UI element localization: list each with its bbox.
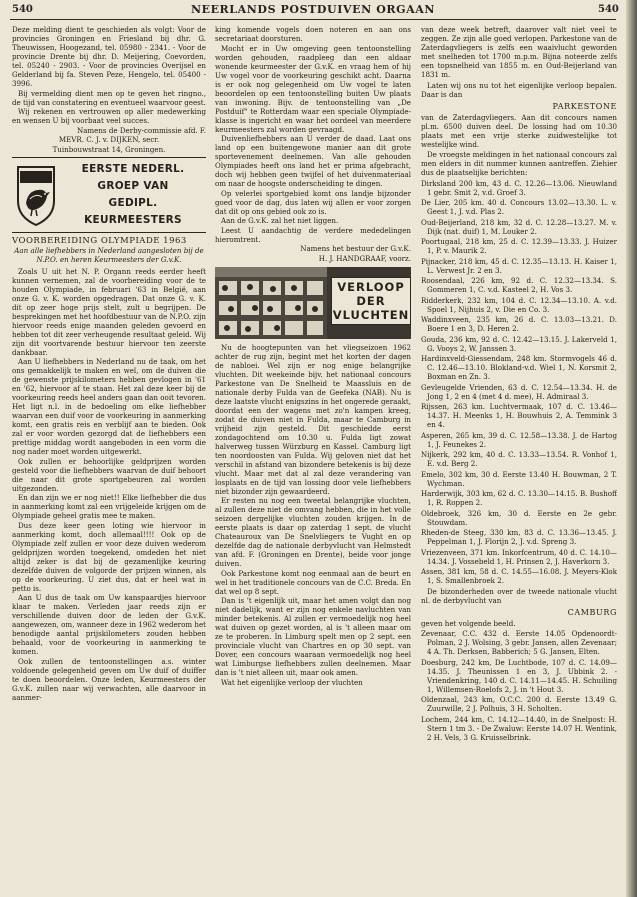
paragraph: Bij vermelding dient men op te geven het ringno., de tijd van constatering en eventueel waarvoor geest. <box>12 88 206 107</box>
result-entry: Rheden-de Steeg, 330 km, 83 d. C. 13.36—13.45. J. Peppelman 1, J. Florijn 2, J. v.d. Spreng 3. <box>421 528 617 546</box>
paragraph: Aan U liefhebbers in Nederland nu de taak, om het ons gemakkelijk te maken en wel, om de duiven die de gewenste prijskilometers hebben gevlogen in '61 en '62, hiervoor af te staan. Het zal deze keer bij de voorkeuring reeds heel anders gaan dan ooit tevoren. Het ligt n.l. in de bedoeling om elke liefhebber waarvan een duif voor de voorkeuring in aanmerking komt, een gratis reis en verblijf aan te bieden. Ook zal er voor worden gezorgd dat de liefhebbers een prettige middag wordt aangeboden in een vorm die nog nader moet worden uitgewerkt. <box>12 357 206 456</box>
banner-line: EERSTE NEDERL. <box>81 162 185 175</box>
result-entry: Vriezenveen, 371 km. Inkorfcentrum, 40 d. C. 14.10—14.34. J. Vossebeld 1, H. Prinsen 2, J. Haverkorn 3. <box>421 547 617 566</box>
result-entry: Lochem, 244 km, C. 14.12—14.40, in de Snelpost: H. Stern 1 tm 3. - De Zwaluw: Eerste 14.07 H. Wentink, 2 H. Vels, 3 G. Kruisselbrink. <box>421 714 617 742</box>
result-entry: Nijkerk, 292 km, 40 d. C. 13.33—13.54. R. Vonhof 1, E. v.d. Berg 2. <box>421 450 617 468</box>
paragraph: Dus deze keer geen loting wie hiervoor in aanmerking komt, doch allemaal!!!! Ook op de Olympiade zelf zullen er voor deze duiven wederom geldprijzen worden toegekend, omdeden het niet altijd zeker is dat bij de gezamenlijke keuring dezelfde duiven de volgorde der prijzen winnen, als op de voorkeuring. U ziet dus, dat er heel wat in petto is. <box>12 520 206 593</box>
results-list-parkestone <box>421 179 617 586</box>
result-entry: Emelo, 302 km, 30 d. Eerste 13.40 H. Bouwman, 2 T. Wychman. <box>421 469 617 488</box>
header-rule <box>10 19 616 20</box>
paragraph: Laten wij ons nu tot het eigenlijke verloop bepalen. Daar is dan <box>421 80 617 99</box>
result-entry: Harderwijk, 303 km, 62 d. C. 13.30—14.15. B. Bushoff 1, R. Roppen 2. <box>421 489 617 507</box>
paragraph: Op velerlei sportgebied komt ons landje bijzonder goed voor de dag, dus laten wij allen er voor zorgen dat dit op ons gebied ook zo is. <box>215 188 411 216</box>
publication-title: NEERLANDS POSTDUIVEN ORGAAN <box>190 3 436 16</box>
paragraph: Mocht er in Uw omgeving geen tentoonstelling worden gehouden, raadpleeg dan een aldaar wonende keurmeester der G.v.K. en vraag hem of hij Uw vogel voor de voorkeuring geschikt acht. Daarna is er ook nog gelegenheid om Uw vogel te laten beoordelen op een tentoonstelling buiten Uw plaats van inwoning. Bijv. de tentoonstelling van „De Postduif" te Rotterdam waar een speciale Olympiade-klasse is ingericht en waar het oordeel van meerdere keurmeesters zal worden gevraagd. <box>215 43 411 134</box>
signature-name: H. J. HANDGRAAF, voorz. <box>318 253 411 263</box>
signature-line: Namens de Derby-commissie afd. F. <box>77 125 206 135</box>
paragraph: Aan de G.v.K. zal het niet liggen. <box>221 216 339 225</box>
result-entry: Ridderkerk, 232 km, 104 d. C. 12.34—13.10. A. v.d. Spoel 1, Nijhuis 2, v. Die en Co. 3. <box>421 295 617 314</box>
result-entry: Poortugaal, 218 km, 25 d. C. 12.39—13.33. J. Huizer 1, P. v. Maurik 2. <box>421 237 617 255</box>
column-left <box>12 25 206 891</box>
result-entry: Waddinxveen, 235 km, 26 d. C. 13.03—13.21. D. Boere 1 en 3, D. Heren 2. <box>421 315 617 333</box>
paragraph: king komende vogels doen noteren en aan ons secretariaat doorsturen. <box>215 25 411 43</box>
keurmeesters-banner <box>12 157 206 233</box>
paragraph: geven het volgende beeld. <box>421 618 516 628</box>
pigeon-loft-photo-icon <box>215 267 327 339</box>
address-line: Aan alle liefhebbers in Nederland aangesloten bij de N.P.O. en heren Keurmeesters der G.v.K. <box>14 246 204 264</box>
section-heading: VOORBEREIDING OLYMPIADE 1963 <box>12 235 187 246</box>
banner-line: GROEP VAN <box>97 179 169 192</box>
keurmeesters-emblem-icon <box>12 163 60 227</box>
paragraph: Ook zullen de tentoonstellingen a.s. winter voldoende gelegenheid geven om Uw duif of duiffer te doen beoordelen. Onze leden, Keurmeesters der G.v.K. zullen naar wij verwachten, alle daarvoor in aanmer- <box>12 656 206 702</box>
paragraph: En dan zijn we er nog niet!! Elke liefhebber die dus in aanmerking komt zal een vrijgeleide krijgen om de Olympiade geheel gratis mee te maken. <box>12 493 206 520</box>
page-number-left: 540 <box>12 4 33 15</box>
subheading-camburg: CAMBURG <box>567 607 617 617</box>
result-entry: Gouda, 236 km, 92 d. C. 12.42—13.15. J. Lakerveld 1, G. Vooys 2, W. Janssen 3. <box>421 334 617 353</box>
banner-line: GEDIPL. KEURMEESTERS <box>84 196 182 226</box>
page-header <box>0 0 626 22</box>
paragraph: Aan U dus de taak om Uw kanspaardjes hiervoor klaar te maken. Verleden jaar reeds zijn er verschillende duiven door de leden der G.v.K. aangewezen, om, wanneer deze in 1962 wederom het benodigde aantal prijskilometers zouden hebben behaald, voor de voorkeuring in aanmerking te komen. <box>12 593 206 656</box>
result-entry: Oldebroek, 326 km, 30 d. Eerste en 2e gebr. Stouwdam. <box>421 508 617 527</box>
paragraph: Duivenliefhebbers aan U verder de daad. Laat ons land op een buitengewone manier aan dit grote sportevenement deelnemen. Van alle gehouden Olympiades heeft ons land het er prima afgebracht, doch wij hebben geen twijfel of het duivenmateriaal om naar de hoogste onderscheiding te dingen. <box>215 134 411 188</box>
column-right <box>421 25 617 891</box>
signature-address: Tuinbouwstraat 14, Groningen. <box>52 144 166 154</box>
paragraph: Wij rekenen en vertrouwen op aller medewerking en wensen U bij voorbaat veel succes. <box>12 107 206 125</box>
verloop-title-line: VERLOOP DER <box>337 279 405 308</box>
signature-line: Namens het bestuur der G.v.K. <box>300 244 411 253</box>
paragraph: Wat het eigenlijke verloop der vluchten <box>221 677 363 687</box>
paragraph: Ook Parkestone komt nog eenmaal aan de beurt en wel in het traditionele concours van de C.C. Breda. En dat wel op 8 sept. <box>215 568 411 596</box>
paragraph: Dan is 't eigenlijk uit, maar het amen volgt dan nog niet dadelijk, want er zijn nog enkele navluchten van minder betekenis. Al zullen er vermoedelijk nog heel wat duiven op gezet worden, al is 't alleen maar om ze te proberen. In Limburg spelt men op 2 sept. een provinciale vlucht van Chartres en op 30 sept. van Dover, een concours waaraan vermoedelijk nog heel wat Limburgse liefhebbers zullen deelnemen. Maar dan is 't niet alleen uit, maar ook amen. <box>215 596 411 677</box>
result-entry: Pijnacker, 218 km, 45 d. C. 12.35—13.13. H. Kaiser 1, L. Verwest Jr. 2 en 3. <box>421 256 617 275</box>
paragraph: Nu de hoogtepunten van het vliegseizoen 1962 achter de rug zijn, begint met het korten der dagen de nabloei. Wel zijn er nog enige belangrijke vluchten. Dit weekeinde bijv. het nationaal concours Parkestone van De Snelheid te Maassluis en de nationale derby Fulda van de Geefeka (NAB). Nu is deze laatste vlucht enigszins in het ongerede geraakt, doordat een der wagens met zo'n kampen kreeg, zodat de duiven niet in Fulda, maar te Camburg in vrijheid zijn gesteld. Dit geschiedde eerst zondagochtend om 10.30 u. Fulda ligt zowat halverweg tussen Würzburg en Kassel. Camburg ligt ten noordoosten van Fulda. Wij geloven niet dat het verschil in afstand van bizondere betekenis is bij deze vlucht. Maar met dat al zal deze verandering van losplaats en de tijd van lossing door vele liefhebbers niet bizonder zijn gewaardeerd. <box>215 342 411 496</box>
subheading-parkestone: PARKESTONE <box>552 101 617 111</box>
verloop-title <box>331 277 411 325</box>
results-list-camburg <box>421 629 617 742</box>
verloop-title-line: VLUCHTEN <box>332 307 410 322</box>
result-entry: Zevenaar, C.C. 432 d. Eerste 14.05 Opdenoordt-Polman, 2 J. Wolsing, 3 gebr. Jansen, allen Zevenaar; 4 A. Th. Derksen, Babberich; 5 G. Jansen, Elten. <box>421 629 617 656</box>
paragraph: van de Zaterdagvliegers. Aan dit concours namen pl.m. 6500 duiven deel. De lossing had om 10.30 plaats met een vrije sterke zuidwestelijke tot westelijke wind. <box>421 112 617 149</box>
page-number-right: 540 <box>598 4 619 15</box>
result-entry: Oldenzaal, 243 km, O.C.C. 200 d. Eerste 13.49 G. Zuurwille, 2 J. Polhuis, 3 H. Scholten. <box>421 695 617 713</box>
paragraph: De vroegste meldingen in het nationaal concours zal men elders in dit nummer kunnen aantreffen. Ziehier dus de plaatselijke berichten: <box>421 150 617 177</box>
paragraph: Ook zullen er behoorlijke geldprijzen worden gesteld voor die liefhebbers waarvan de duif behoort die naar dit grote sportgebeuren zal worden uitgezonden. <box>12 456 206 493</box>
paragraph: Leest U aandachtig de verdere mededelingen hieromtrent. <box>215 225 411 244</box>
banner-title <box>60 161 206 229</box>
result-entry: Doesburg, 242 km, De Luchtbode, 107 d. C. 14.09—14.35. J. Theunissen 1 en 3, J. Ubbink 2. - Vriendenkring, 140 d. C. 14.11—14.45. H. Schuiling 1, Willemsen-Roelofs 2, J. in 't Hout 3. <box>421 657 617 694</box>
paragraph: Er resten nu nog een tweetal belangrijke vluchten, al zullen deze niet de omvang hebben, die in het volle seizoen dergelijke vluchten zouden krijgen. In de eerste plaats is daar op zaterdag 1 sept. de vlucht Chateauroux van De Snelvliegers te Vught en op dezelfde dag de nationale derbyvlucht van Helmstedt van afd. F. (Groningen en Drente), beide voor jonge duiven. <box>215 496 411 568</box>
paragraph: Deze melding dient te geschieden als volgt: Voor de provincies Groningen en Friesland bij dhr. G. Theuwissen, Hoogezand, tel. 05980 - 2341. - Voor de provincie Drente bij dhr. D. Meijering, Coevorden, tel. 05240 - 2903. - Voor de provincies Overijsel en Gelderland bij fa. Steven Peze, Hengelo, tel. 05400 - 3996. <box>12 25 206 88</box>
verloop-banner <box>215 267 411 339</box>
page-edge-shadow <box>626 0 637 897</box>
result-entry: Oud-Beijerland, 218 km, 32 d. C. 12.28—13.27. M. v. Dijk (nat. duif) 1, M. Louker 2. <box>421 217 617 236</box>
paragraph: van deze week betreft, daarover valt niet veel te zeggen. Ze zijn alle goed verlopen. Parkestone van de Zaterdagvliegers is zelfs een waaivlucht geworden met snelheden tot 1700 m.p.m. Bijna noteerde zelfs een topsnelheid van 1855 m. en Oud-Beijerland van 1831 m. <box>421 25 617 79</box>
result-entry: Dirksland 200 km, 43 d. C. 12.26—13.06. Nieuwland 1 gebr. Smit 2, v.d. Groef 3. <box>421 178 617 197</box>
paragraph: Zoals U uit het N. P. Organn reeds eerder heeft kunnen vernemen, zal de voorbereiding voor de te houden Olympiade, in februari '63 in België, aan onze G. v. K. worden opgedragen. Dat onze G. v. K. dit op zeer hoge prijs stelt, zult u begrijpen. De besprekingen met het hoofdbestuur van de N.P.O. zijn hiervoor reeds enige maanden geleden gevoerd en hebben tot dit zeer verheugende resultaat geleid. Wij zijn dit voortvarende bestuur hiervoor ten zeerste dankbaar. <box>12 266 206 357</box>
result-entry: Asperen, 265 km, 39 d. C. 12.58—13.38. J. de Hartog 1, J. Feunekes 2. <box>421 430 617 449</box>
result-entry: Roosendaal, 226 km, 92 d. C. 12.32—13.34. S. Gommeren 1, C. v.d. Kasteel 2, H. Vos 3. <box>421 276 617 294</box>
result-entry: De Lier, 205 km. 40 d. Concours 13.02—13.30. L. v. Geest 1, J. v.d. Plas 2. <box>421 198 617 216</box>
result-entry: Rijssen, 263 km. Luchtvermaak, 107 d. C. 13.46—14.37. H. Meenks 1, H. Bouwhuis 2, A. Temmink 3 en 4. <box>421 402 617 429</box>
result-entry: Assen, 381 km, 58 d. C. 14.55—16.08. J. Meyers-Klok 1, S. Smallenbroek 2. <box>421 567 617 585</box>
column-middle <box>215 25 411 891</box>
paragraph: De bizonderheden over de tweede nationale vlucht nl. de derbyvlucht van <box>421 586 617 605</box>
result-entry: Gevleugelde Vrienden, 63 d. C. 12.54—13.34. H. de Jong 1, 2 en 4 (met 4 d. mee), H. Admiraal 3. <box>421 382 617 401</box>
result-entry: Hardinxveld-Giessendam, 248 km. Stormvogels 46 d. C. 12.46—13.10. Blokland-v.d. Wiel 1, N. Korsmit 2, Boxman en Zn. 3. <box>421 354 617 381</box>
signature-name: MEVR. C. J. v. DIJKEN, secr. <box>58 135 160 144</box>
